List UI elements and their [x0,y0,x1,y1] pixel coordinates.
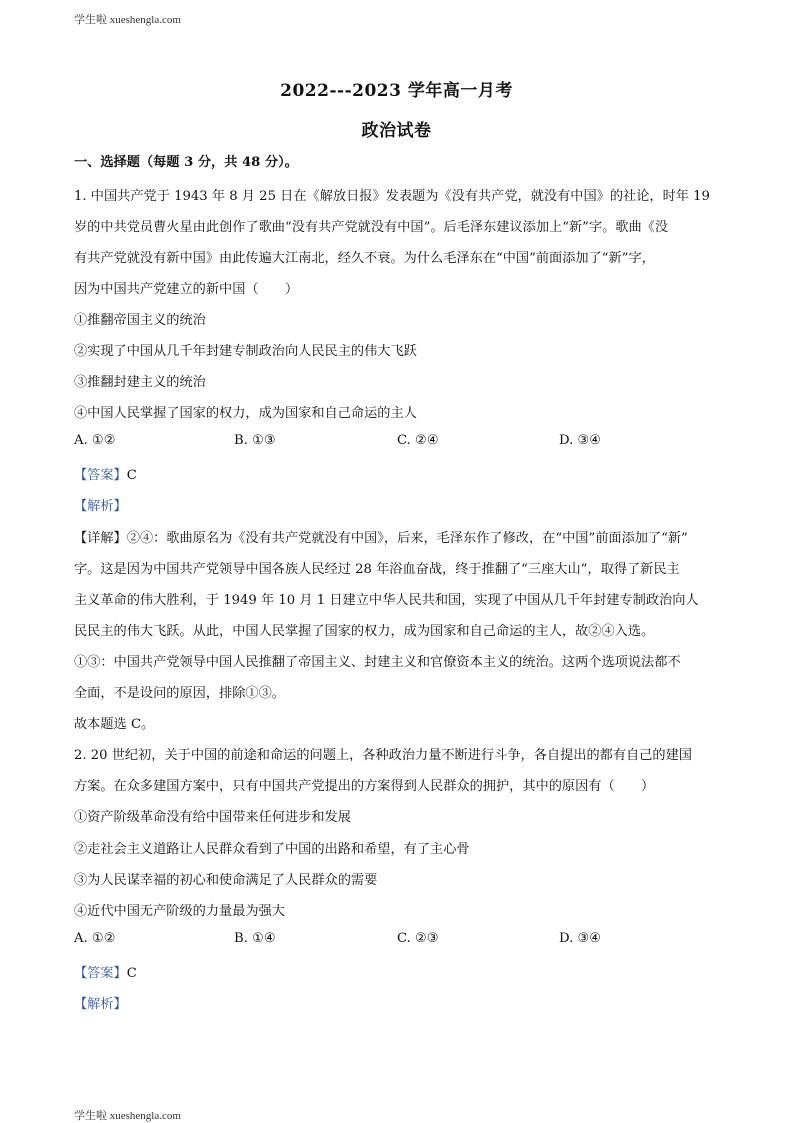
q1-item: ①推翻帝国主义的统治 [74,313,206,328]
answer-value: C [126,468,137,483]
q2-option-d: D. ③④ [559,931,602,946]
q1-option-a: A. ①② [74,433,116,448]
detail-text: ②④：歌曲原名为《没有共产党就没有中国》，后来，毛泽东作了修改，在“中国”前面添加了“新” [126,531,688,546]
footer-site: 学生啦 xueshengla.com [74,1110,181,1122]
q2-option-b: B. ①④ [234,931,276,946]
q1-detail-line: 民民主的伟大飞跃。从此，中国人民掌握了国家的权力，成为国家和自己命运的主人，故②④入选。 [74,624,655,639]
q1-stem-line: 有共产党就没有新中国》由此传遍大江南北，经久不衰。为什么毛泽东在“中国”前面添加了“新”字， [74,251,655,266]
q1-stem-line: 因为中国共产党建立的新中国（ ） [74,282,299,297]
q2-item: ①资产阶级革命没有给中国带来任何进步和发展 [74,810,351,825]
answer-value: C [126,966,137,981]
answer-tag: 【答案】 [74,966,127,981]
section-heading: 一、选择题（每题 3 分，共 48 分）。 [74,155,298,170]
q1-stem-line: 1. 中国共产党于 1943 年 8 月 25 日在《解放日报》发表题为《没有共产党，就没有中国》的社论，时年 19 [74,189,710,204]
q2-item: ③为人民谋幸福的初心和使命满足了人民群众的需要 [74,873,378,888]
q1-item: ③推翻封建主义的统治 [74,375,206,390]
q2-item: ②走社会主义道路让人民群众看到了中国的出路和希望，有了主心骨 [74,842,470,857]
page-subtitle: 政治试卷 [361,121,432,141]
q2-option-a: A. ①② [74,931,116,946]
q1-analysis-row [74,495,127,514]
analysis-tag: 【解析】 [74,499,127,514]
q2-stem-line: 方案。在众多建国方案中，只有中国共产党提出的方案得到人民群众的拥护，其中的原因有（ ） [74,779,655,794]
q1-answer-row [74,464,137,483]
answer-tag: 【答案】 [74,468,127,483]
q2-item: ④近代中国无产阶级的力量最为强大 [74,904,285,919]
q1-detail-line: ①③：中国共产党领导中国人民推翻了帝国主义、封建主义和官僚资本主义的统治。这两个选项说法都不 [74,655,681,670]
q2-analysis-row [74,993,127,1012]
q2-stem-line: 2. 20 世纪初，关于中国的前途和命运的问题上，各种政治力量不断进行斗争，各自提出的都有自己的建国 [74,748,692,763]
detail-tag: 【详解】 [74,531,127,546]
page-title: 2022---2023 学年高一月考 [280,81,513,101]
q1-item: ②实现了中国从几千年封建专制政治向人民民主的伟大飞跃 [74,344,417,359]
q2-option-c: C. ②③ [397,931,439,946]
q2-answer-row [74,962,137,981]
q1-option-c: C. ②④ [397,433,439,448]
q1-detail-line [74,527,688,546]
q1-option-b: B. ①③ [234,433,276,448]
q1-detail-line: 全面，不是设问的原因，排除①③。 [74,686,285,701]
header-site: 学生啦 xueshengla.com [74,14,181,26]
q1-detail-line: 主义革命的伟大胜利，于 1949 年 10 月 1 日建立中华人民共和国，实现了中国从几千年封建专制政治向人 [74,593,699,608]
q1-stem-line: 岁的中共党员曹火星由此创作了歌曲“没有共产党就没有中国”。后毛泽东建议添加上“新”字。歌曲《没 [74,220,669,235]
q1-conclusion: 故本题选 C。 [74,717,155,732]
q1-detail-line: 字。这是因为中国共产党领导中国各族人民经过 28 年浴血奋战，终于推翻了“三座大山”，取得了新民主 [74,562,680,577]
q1-option-d: D. ③④ [559,433,602,448]
q1-item: ④中国人民掌握了国家的权力，成为国家和自己命运的主人 [74,406,417,421]
analysis-tag: 【解析】 [74,997,127,1012]
